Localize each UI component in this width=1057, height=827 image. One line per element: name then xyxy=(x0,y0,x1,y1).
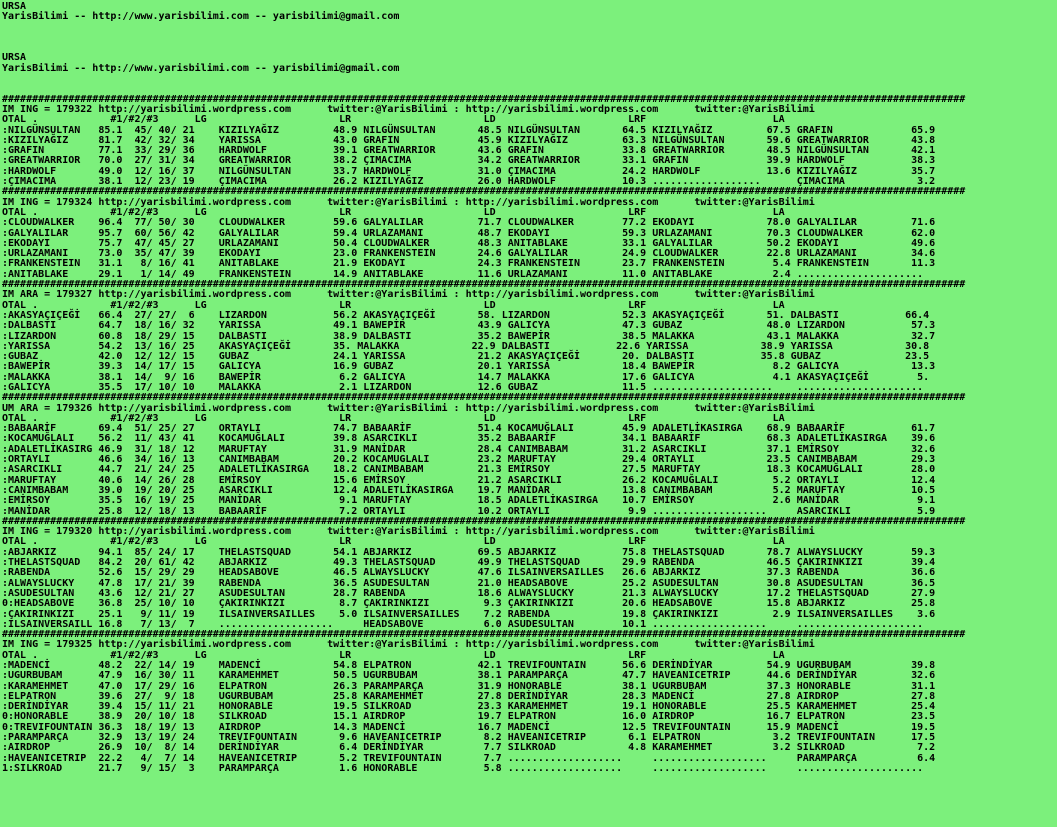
block-title: IM ING = 179324 http://yarisbilimi.wordpress.com twitter:@YarisBilimi : http://yarisbilimi.wordpress.com twitter:@YarisBilimi xyxy=(2,196,815,208)
table-row: :GUBAZ 42.0 12/ 12/ 15 GUBAZ 24.1 YARISSA 21.2 AKASYAÇIÇEĞİ 20. DALBASTI 35.8 GUBAZ 23.5 xyxy=(2,351,930,363)
table-row: :DALBASTI 64.7 18/ 16/ 32 YARISSA 49.1 BAWEPİR 43.9 GALICYA 47.3 GUBAZ 48.0 LIZARDON 57.3 xyxy=(2,320,936,332)
block-separator: ################################################################################################################################################################ xyxy=(2,279,966,291)
race-block xyxy=(2,393,1057,517)
table-row: :MADENCİ 48.2 22/ 14/ 19 MADENCİ 54.8 ELPATRON 42.1 TREVIFOUNTAIN 56.6 DERİNDİYAR 54.9 UGURBUBAM 39.8 xyxy=(2,660,936,671)
table-row: :AKASYAÇIÇEĞİ 66.4 27/ 27/ 6 LIZARDON 56.2 AKASYAÇIÇEĞİ 58. LIZARDON 52.3 AKASYAÇIÇEĞİ 51. DALBASTI 66.4 xyxy=(2,309,930,321)
spacer xyxy=(2,74,1057,84)
table-row: :THELASTSQUAD 84.2 20/ 61/ 42 ABJARKIZ 49.3 THELASTSQUAD 49.9 THELASTSQUAD 29.9 RABENDA 46.5 ÇAKIRINKIZI 39.4 xyxy=(2,557,936,569)
spacer xyxy=(2,23,1057,33)
spacer xyxy=(2,43,1057,53)
table-row: :AIRDROP 26.9 10/ 8/ 14 DERİNDİYAR 6.4 DERİNDİYAR 7.7 SILKROAD 4.8 KARAMEHMET 3.2 SILKROAD 7.2 xyxy=(2,742,936,754)
block-column-headers: OTAL . #1/#2/#3 LG LR LD LRF LA xyxy=(2,299,785,311)
block-title: IM ING = 179320 http://yarisbilimi.wordpress.com twitter:@YarisBilimi : http://yarisbilimi.wordpress.com twitter:@YarisBilimi xyxy=(2,526,815,538)
block-column-headers: OTAL . #1/#2/#3 LG LR LD LRF LA xyxy=(2,536,785,548)
block-column-headers: OTAL . #1/#2/#3 LG LR LD LRF LA xyxy=(2,206,785,218)
block-separator: ################################################################################################################################################################ xyxy=(2,629,966,641)
table-row: :ASARCIKLI 44.7 21/ 24/ 25 ADALETLİKASIRGA 18.2 CANIMBABAM 21.3 EMİRSOY 27.5 MARUFTAY 18.3 KOCAMUĞLALI 28.0 xyxy=(2,464,936,476)
table-row: :ELPATRON 39.6 27/ 9/ 18 UGURBUBAM 25.8 KARAMEHMET 27.8 DERİNDİYAR 28.3 MADENCİ 27.8 AIRDROP 27.8 xyxy=(2,690,936,702)
table-row: :ILSAINVERSAILL 16.8 7/ 13/ 7 ................... HEADSABOVE 6.0 ASUDESULTAN 10.1 ................... ..................... xyxy=(2,618,924,630)
table-row: :GALYALILAR 95.7 60/ 56/ 42 GALYALILAR 59.4 URLAZAMANI 48.7 EKODAYI 59.3 URLAZAMANI 70.3 CLOUDWALKER 62.0 xyxy=(2,227,936,239)
table-row: :ORTAYLI 46.6 34/ 16/ 13 CANIMBABAM 20.2 KOCAMUGLALI 23.2 MARUFTAY 29.4 ORTAYLI 23.5 CANIMBABAM 29.3 xyxy=(2,454,936,466)
table-row: :URLAZAMANI 73.0 35/ 47/ 39 EKODAYI 23.0 FRANKENSTEIN 24.6 GALYALILAR 24.9 CLOUDWALKER 22.8 URLAZAMANI 34.6 xyxy=(2,248,936,260)
header-line-4: YarisBilimi -- http://www.yarisbilimi.com -- yarisbilimi@gmail.com xyxy=(2,62,400,74)
table-row: :DERİNDİYAR 39.4 15/ 11/ 21 HONORABLE 19.5 SILKROAD 23.3 KARAMEHMET 19.1 HONORABLE 25.5 KARAMEHMET 25.4 xyxy=(2,701,936,713)
header-line-2: YarisBilimi -- http://www.yarisbilimi.com -- yarisbilimi@gmail.com xyxy=(2,11,400,23)
table-row: :ÇAKIRINKIZI 25.1 9/ 11/ 19 ILSAINVERSAILLES 5.0 ILSAINVERSAILLES 7.2 RABENDA 19.8 ÇAKIRINKIZI 2.9 ILSAINVERSAILLES 3.6 xyxy=(2,608,936,620)
table-row: :HAVEANICETRIP 22.2 4/ 7/ 14 HAVEANICETRIP 5.2 TREVIFOUNTAIN 7.7 ................... ................... PARAMPARÇA 6.4 xyxy=(2,752,936,764)
block-column-headers: OTAL . #1/#2/#3 LG LR LD LRF LA xyxy=(2,114,785,126)
race-block xyxy=(2,280,1057,393)
table-row: 0:TREVIFOUNTAIN 36.3 18/ 19/ 13 AIRDROP 14.3 MADENCİ 16.7 MADENCİ 12.5 TREVIFOUNTAIN 15.9 MADENCİ 19.5 xyxy=(2,721,936,733)
table-row: :GRAFIN 77.1 33/ 29/ 36 HARDWOLF 39.1 GREATWARRIOR 43.6 GRAFIN 33.8 GREATWARRIOR 48.5 NILGÜNSULTAN 42.1 xyxy=(2,145,936,157)
block-separator: ################################################################################################################################################################ xyxy=(2,515,966,527)
block-column-headers: OTAL . #1/#2/#3 LG LR LD LRF LA xyxy=(2,412,785,424)
block-title: IM ARA = 179327 http://yarisbilimi.wordpress.com twitter:@YarisBilimi : http://yarisbilimi.wordpress.com twitter:@YarisBilimi xyxy=(2,289,815,301)
table-row: :EMİRSOY 35.5 16/ 19/ 25 MANİDAR 9.1 MARUFTAY 18.5 ADALETLİKASIRGA 10.7 EMİRSOY 2.6 MANİDAR 9.1 xyxy=(2,495,936,507)
header-line-3: URSA xyxy=(2,52,27,64)
race-block xyxy=(2,630,1057,774)
table-row: :ÇIMACIMA 38.1 12/ 23/ 19 ÇIMACIMA 26.2 KIZILYAĞIZ 26.0 HARDWOLF 10.3 .................. ÇIMACIMA 3.2 xyxy=(2,176,936,188)
block-title: IM ING = 179322 http://yarisbilimi.wordpress.com twitter:@YarisBilimi : http://yarisbilimi.wordpress.com twitter:@YarisBilimi xyxy=(2,103,815,115)
table-row: :ALWAYSLUCKY 47.8 17/ 21/ 39 RABENDA 36.5 ASUDESULTAN 21.0 HEADSABOVE 25.2 ASUDESULTAN 30.8 ASUDESULTAN 36.5 xyxy=(2,577,936,589)
table-row: :ABJARKIZ 94.1 85/ 24/ 17 THELASTSQUAD 54.1 ABJARKIZ 69.5 ABJARKIZ 75.8 THELASTSQUAD 78.7 ALWAYSLUCKY 59.3 xyxy=(2,546,936,558)
table-row: :ADALETLİKASIRG 46.9 31/ 18/ 12 MARUFTAY 31.9 MANİDAR 28.4 CANIMBABAM 31.2 ASARCIKLI 37.1 EMİRSOY 32.6 xyxy=(2,443,936,455)
table-row: :BAWEPİR 39.3 14/ 17/ 15 GALICYA 16.9 GUBAZ 20.1 YARISSA 18.4 BAWEPİR 8.2 GALICYA 13.3 xyxy=(2,361,936,373)
table-row: :GALICYA 35.5 17/ 10/ 10 MALAKKA 2.1 LIZARDON 12.6 GUBAZ 11.5 .................... ..................... xyxy=(2,381,924,393)
table-row: :ASUDESULTAN 43.6 12/ 21/ 27 ASUDESULTAN 28.7 RABENDA 18.6 ALWAYSLUCKY 21.3 ALWAYSLUCKY 17.2 THELASTSQUAD 27.9 xyxy=(2,587,936,599)
table-row: 0:HEADSABOVE 36.8 25/ 10/ 10 ÇAKIRINKIZI 8.7 ÇAKIRINKIZI 9.3 ÇAKIRINKIZI 20.6 HEADSABOVE 15.8 ABJARKIZ 25.8 xyxy=(2,598,936,610)
block-separator: ################################################################################################################################################################ xyxy=(2,186,966,198)
table-row: :MALAKKA 38.1 14/ 9/ 16 BAWEPİR 6.2 GALICYA 14.7 MALAKKA 17.6 GALICYA 4.1 AKASYAÇIÇEĞİ 5. xyxy=(2,371,930,383)
table-row: :RABENDA 52.6 15/ 29/ 29 HEADSABOVE 46.5 ALWAYSLUCKY 47.6 ILSAINVERSAILLES 26.6 ABJARKIZ 37.3 RABENDA 36.6 xyxy=(2,567,936,579)
table-row: :KOCAMUĞLALI 56.2 11/ 43/ 41 KOCAMUĞLALI 39.8 ASARCIKLI 35.2 BABAARİF 34.1 BABAARİF 68.3 ADALETLİKASIRGA 39.6 xyxy=(2,433,936,445)
table-row: :UGURBUBAM 47.9 16/ 30/ 11 KARAMEHMET 50.5 UGURBUBAM 38.1 PARAMPARÇA 47.7 HAVEANICETRIP 44.6 DERİNDİYAR 32.6 xyxy=(2,670,936,682)
race-block xyxy=(2,517,1057,630)
header-line-1: URSA xyxy=(2,1,27,12)
table-row: :PARAMPARÇA 32.9 13/ 19/ 24 TREVIFOUNTAIN 9.6 HAVEANICETRIP 8.2 HAVEANICETRIP 6.1 ELPATRON 3.2 TREVIFOUNTAIN 17.5 xyxy=(2,732,936,744)
block-column-headers: OTAL . #1/#2/#3 LG LR LD LRF LA xyxy=(2,649,785,661)
spacer xyxy=(2,33,1057,43)
block-separator: ################################################################################################################################################################ xyxy=(2,93,966,105)
table-row: :NILGÜNSULTAN 85.1 45/ 40/ 21 KIZILYAĞIZ 48.9 NILGÜNSULTAN 48.5 NILGÜNSULTAN 64.5 KIZILYAĞIZ 67.5 GRAFIN 65.9 xyxy=(2,124,936,136)
table-row: 0:HONORABLE 38.9 20/ 10/ 18 SILKROAD 15.1 AIRDROP 19.7 ELPATRON 16.0 AIRDROP 16.7 ELPATRON 23.5 xyxy=(2,711,936,723)
table-row: :MARUFTAY 40.6 14/ 26/ 28 EMİRSOY 15.6 EMİRSOY 21.2 ASARCIKLI 26.2 KOCAMUĞLALI 5.2 ORTAYLI 12.4 xyxy=(2,474,936,486)
table-row: :CANIMBABAM 39.0 19/ 20/ 25 ASARCIKLI 12.4 ADALETLİKASIRGA 19.7 MANİDAR 13.8 CANIMBABAM 5.2 MARUFTAY 10.5 xyxy=(2,484,936,496)
block-title: UM ARA = 179326 http://yarisbilimi.wordpress.com twitter:@YarisBilimi : http://yarisbilimi.wordpress.com twitter:@YarisBilimi xyxy=(2,402,815,414)
table-row: :HARDWOLF 49.0 12/ 16/ 37 NILGÜNSULTAN 33.7 HARDWOLF 31.0 ÇIMACIMA 24.2 HARDWOLF 13.6 KIZILYAĞIZ 35.7 xyxy=(2,165,936,177)
table-row: :MANİDAR 25.8 12/ 18/ 13 BABAARİF 7.2 ORTAYLI 10.2 ORTAYLI 9.9 ................... ASARCIKLI 5.9 xyxy=(2,505,936,517)
table-row: :KARAMEHMET 47.0 17/ 29/ 16 ELPATRON 26.3 PARAMPARÇA 31.9 HONORABLE 38.1 UGURBUBAM 37.3 HONORABLE 31.1 xyxy=(2,680,936,692)
table-row: :GREATWARRIOR 70.0 27/ 31/ 34 GREATWARRIOR 38.2 ÇIMACIMA 34.2 GREATWARRIOR 33.1 GRAFIN 39.9 HARDWOLF 38.3 xyxy=(2,155,936,167)
table-row: :LIZARDON 60.8 18/ 29/ 15 DALBASTI 38.9 DALBASTI 35.2 BAWEPİR 38.5 MALAKKA 43.1 MALAKKA 32.7 xyxy=(2,330,936,342)
race-block xyxy=(2,95,1057,188)
race-blocks xyxy=(2,95,1057,775)
table-row: :KIZILYAĞIZ 81.7 42/ 32/ 34 YARISSA 43.0 GRAFIN 45.9 KIZILYAĞIZ 63.3 NILGÜNSULTAN 59.6 GREATWARRIOR 43.8 xyxy=(2,134,936,146)
table-row: :YARISSA 54.2 13/ 16/ 25 AKASYAÇIÇEĞİ 35. MALAKKA 22.9 DALBASTI 22.6 YARISSA 38.9 YARISSA 30.8 xyxy=(2,340,930,352)
table-row: :CLOUDWALKER 96.4 77/ 50/ 30 CLOUDWALKER 59.6 GALYALILAR 71.7 CLOUDWALKER 77.2 EKODAYI 78.0 GALYALILAR 71.6 xyxy=(2,217,936,229)
table-row: :EKODAYI 75.7 47/ 45/ 27 URLAZAMANI 50.4 CLOUDWALKER 48.3 ANITABLAKE 33.1 GALYALILAR 50.2 EKODAYI 49.6 xyxy=(2,237,936,249)
block-separator: ################################################################################################################################################################ xyxy=(2,392,966,404)
table-row: :ANITABLAKE 29.1 1/ 14/ 49 FRANKENSTEIN 14.9 ANITABLAKE 11.6 URLAZAMANI 11.0 ANITABLAKE 2.4 ..................... xyxy=(2,268,924,280)
race-block xyxy=(2,187,1057,280)
table-row: :BABAARİF 69.4 51/ 25/ 27 ORTAYLI 74.7 BABAARİF 51.4 KOCAMUĞLALI 45.9 ADALETLİKASIRGA 68.9 BABAARİF 61.7 xyxy=(2,423,936,435)
table-row: :FRANKENSTEIN 31.1 8/ 16/ 41 ANITABLAKE 21.9 EKODAYI 24.3 FRANKENSTEIN 23.7 FRANKENSTEIN 5.4 FRANKENSTEIN 11.3 xyxy=(2,258,936,270)
block-title: IM ING = 179325 http://yarisbilimi.wordpress.com twitter:@YarisBilimi : http://yarisbilimi.wordpress.com twitter:@YarisBilimi xyxy=(2,639,815,651)
table-row: 1:SILKROAD 21.7 9/ 15/ 3 PARAMPARÇA 1.6 HONORABLE 5.8 ................... ................... ..................... xyxy=(2,762,924,774)
